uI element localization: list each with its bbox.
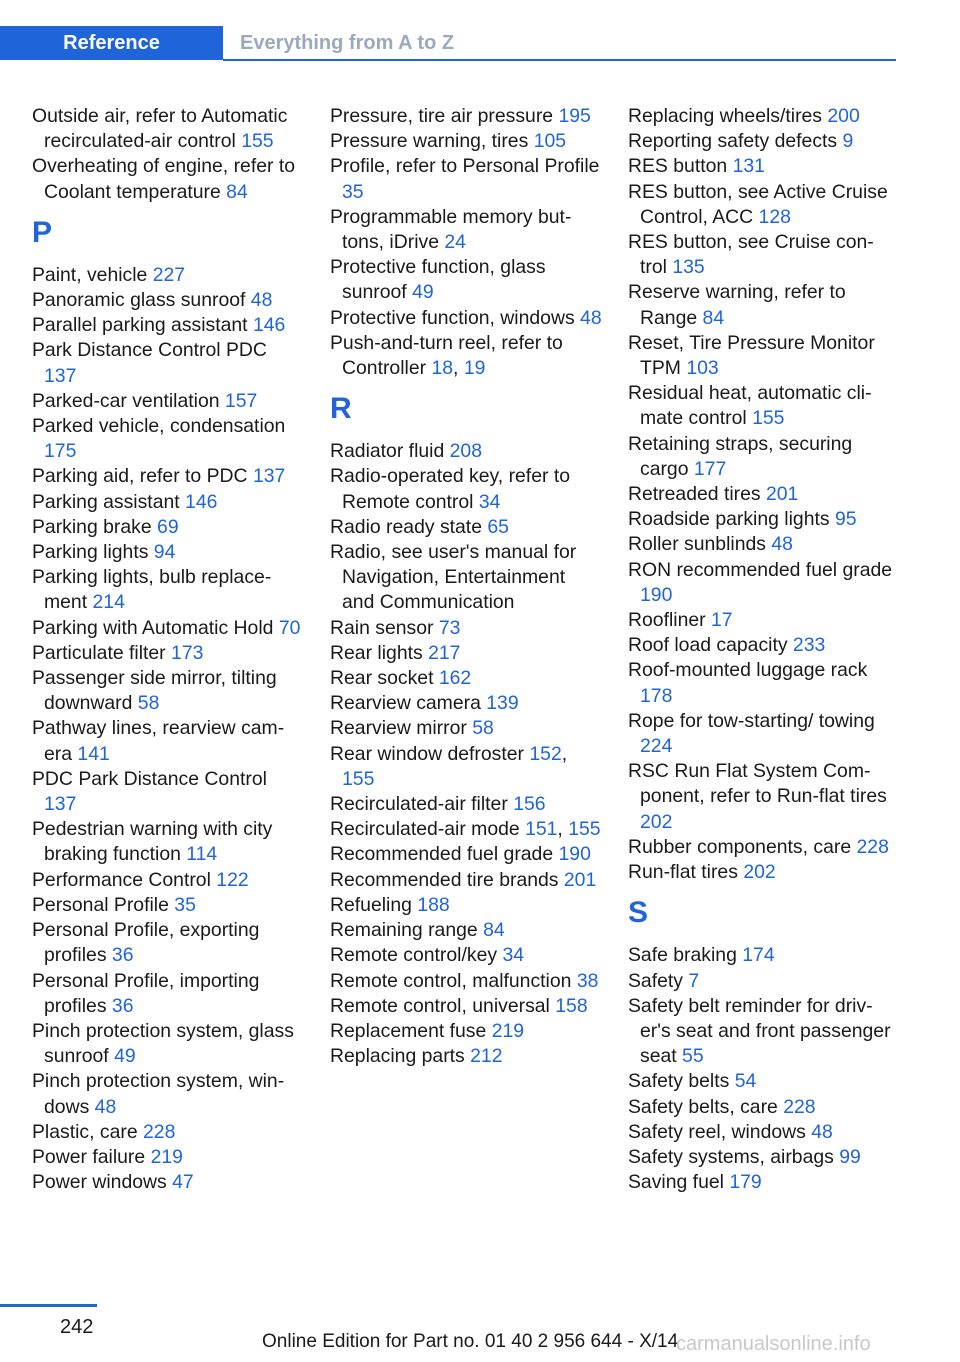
index-entry xyxy=(330,540,602,616)
index-entry xyxy=(628,759,894,835)
index-entry xyxy=(330,129,602,154)
index-entry xyxy=(330,641,602,666)
page-ref-link[interactable]: 175 xyxy=(44,440,77,463)
index-entry-text: Replacing wheels/tires xyxy=(628,105,828,127)
index-entry xyxy=(32,104,304,154)
index-entry-text: Reset, Tire Pressure Monitor TPM xyxy=(628,331,875,380)
page-ref-link[interactable]: 152 xyxy=(529,742,562,765)
index-entry-text: Parking brake xyxy=(32,515,158,538)
index-entry-text: Push-and-turn reel, refer to Controller xyxy=(330,331,563,380)
index-entry xyxy=(330,893,602,918)
page-ref-link[interactable]: 48 xyxy=(580,306,602,329)
page-ref-link[interactable]: 173 xyxy=(171,641,204,664)
index-entry-text: Roller sunblinds xyxy=(628,533,772,556)
index-entry xyxy=(330,154,602,204)
index-entry xyxy=(330,918,602,943)
index-entry xyxy=(628,1120,894,1145)
index-letter-heading: R xyxy=(330,392,352,426)
index-entry-text: Parking lights xyxy=(32,541,154,564)
index-entry-text: Parking with Automatic Hold xyxy=(32,616,279,639)
index-entry-text: RES button, see Active Cruise Control, ACC xyxy=(628,180,888,228)
index-entry xyxy=(628,943,894,968)
page-ref-link[interactable]: 200 xyxy=(827,105,860,127)
page-ref-link[interactable]: 69 xyxy=(157,515,179,538)
index-entry-text: Parallel parking assistant xyxy=(32,314,253,337)
page-ref-link[interactable]: 58 xyxy=(472,717,494,740)
page-ref-link[interactable]: 38 xyxy=(576,969,599,992)
index-entry-text: RES button, see Cruise control xyxy=(628,231,874,279)
index-entry-text: Safety belts, care xyxy=(628,1095,784,1118)
index-entry xyxy=(628,608,894,633)
index-entry-text: RES button xyxy=(628,155,733,178)
index-entry xyxy=(628,432,894,482)
index-entry-text: Rear lights xyxy=(330,641,429,664)
page-ref-link[interactable]: 35 xyxy=(342,180,364,203)
index-entry-text: Radiator fluid xyxy=(330,440,450,463)
index-letter-heading: P xyxy=(32,215,53,249)
index-entry-text: Residual heat, automatic climate control xyxy=(628,382,872,430)
index-entry xyxy=(628,230,894,280)
index-entry-text: Safety belt reminder for driver's seat and front passenger seat xyxy=(628,994,891,1068)
index-entry-text: Overheating of engine, refer to Coolant temperature xyxy=(32,155,296,203)
index-entry-text: Programmable memory buttons, iDrive xyxy=(330,205,572,254)
index-entry xyxy=(32,1019,304,1069)
page-ref-link[interactable]: 201 xyxy=(563,868,597,891)
page-ref-link[interactable]: 228 xyxy=(143,1120,176,1143)
index-entry xyxy=(32,641,304,666)
edition-text: Online Edition for Part no. 01 40 2 956 644 - X/14 xyxy=(262,1331,679,1352)
page-ref-link[interactable]: 84 xyxy=(483,919,505,942)
index-entry xyxy=(32,540,304,565)
index-entry xyxy=(330,616,602,641)
index-entry xyxy=(32,313,304,338)
index-entry-text: RSC Run Flat System Component, refer to Run-flat tires xyxy=(628,760,887,808)
index-entry xyxy=(628,482,894,507)
index-entry xyxy=(32,616,304,641)
page-ref-link[interactable]: 105 xyxy=(533,130,567,153)
footer-rule xyxy=(0,1304,97,1307)
index-entry xyxy=(330,515,602,540)
page-ref-link[interactable]: 19 xyxy=(463,357,486,380)
page-ref-link[interactable]: 155 xyxy=(568,818,601,841)
page-ref-link[interactable]: 190 xyxy=(640,583,673,606)
index-entry-text: Roadside parking lights xyxy=(628,508,835,531)
index-entry xyxy=(32,389,304,414)
page-ref-link[interactable]: 141 xyxy=(77,742,110,765)
index-entry xyxy=(330,1019,602,1044)
page-ref-link[interactable]: 188 xyxy=(417,893,450,916)
index-entry xyxy=(330,104,602,129)
page-ref-link[interactable]: 201 xyxy=(765,483,799,506)
index-entry-text: Refueling xyxy=(330,893,418,916)
page-ref-link[interactable]: 202 xyxy=(743,861,776,884)
page-number: 242 xyxy=(60,1316,94,1338)
index-entry-text: Plastic, care xyxy=(32,1120,143,1143)
index-entry xyxy=(330,691,602,716)
index-entry-text: RON recommended fuel grade xyxy=(628,558,893,581)
index-entry xyxy=(32,490,304,515)
index-column-1 xyxy=(32,104,304,1195)
page-ref-separator: , xyxy=(453,357,464,380)
index-entry-text: Paint, vehicle xyxy=(32,263,153,286)
index-entry-text: Profile, refer to Personal Profile xyxy=(330,155,600,178)
index-entry xyxy=(32,767,304,817)
index-entry xyxy=(330,943,602,968)
page-ref-link[interactable]: 224 xyxy=(640,735,673,758)
page-ref-link[interactable]: 151 xyxy=(525,818,558,841)
index-entry-text: Power failure xyxy=(32,1145,151,1168)
page-ref-link[interactable]: 219 xyxy=(491,1019,525,1042)
index-entry xyxy=(628,1145,894,1170)
page-ref-link[interactable]: 146 xyxy=(252,314,286,337)
index-entry-text: Safety systems, airbags xyxy=(628,1145,840,1168)
page-ref-link[interactable]: 128 xyxy=(758,205,791,228)
index-entry-text: Performance Control xyxy=(32,868,217,891)
index-entry xyxy=(330,742,602,792)
index-entry-text: Safety xyxy=(628,969,689,992)
index-entry-text: Retreaded tires xyxy=(628,483,766,506)
page-ref-link[interactable]: 17 xyxy=(711,609,733,632)
index-entry-text: Rearview mirror xyxy=(330,717,473,740)
index-entry xyxy=(32,918,304,968)
page-ref-link[interactable]: 47 xyxy=(172,1171,194,1194)
page-ref-link[interactable]: 48 xyxy=(811,1120,833,1143)
page-ref-link[interactable]: 36 xyxy=(111,944,134,967)
page-ref-separator: , xyxy=(561,742,568,765)
index-entry-text: Safety reel, windows xyxy=(628,1120,812,1143)
index-entry-text: Radio-operated key, refer to Remote control xyxy=(330,465,570,513)
page-ref-link[interactable]: 54 xyxy=(734,1070,757,1093)
index-entry-text: Power windows xyxy=(32,1171,173,1194)
index-column-2 xyxy=(330,104,602,1069)
page-ref-separator: , xyxy=(557,818,569,841)
page-ref-link[interactable]: 155 xyxy=(241,130,274,153)
page-ref-link[interactable]: 228 xyxy=(783,1095,816,1118)
page-ref-link[interactable]: 157 xyxy=(224,389,258,412)
page-ref-link[interactable]: 36 xyxy=(111,994,134,1017)
index-entry xyxy=(32,817,304,867)
index-entry xyxy=(32,154,304,204)
page-ref-link[interactable]: 103 xyxy=(686,357,719,380)
page-ref-link[interactable]: 135 xyxy=(672,256,705,279)
index-entry-text: Personal Profile, exporting profiles xyxy=(32,919,260,967)
page-ref-link[interactable]: 84 xyxy=(226,180,248,203)
page-ref-link[interactable]: 48 xyxy=(771,533,793,556)
index-entry-text: Saving fuel xyxy=(628,1171,730,1194)
index-entry xyxy=(628,1170,894,1195)
index-entry xyxy=(330,205,602,255)
index-column-3 xyxy=(628,104,894,1195)
index-entry-text: Rear socket xyxy=(330,667,439,690)
index-entry xyxy=(330,464,602,514)
index-entry xyxy=(32,1120,304,1145)
index-entry-text: Rubber components, care xyxy=(628,835,857,858)
index-entry-text: Passenger side mirror, tilting downward xyxy=(32,667,277,715)
index-entry-text: Safety belts xyxy=(628,1070,735,1093)
page-ref-link[interactable]: 70 xyxy=(278,616,301,639)
page-ref-link[interactable]: 137 xyxy=(44,364,77,387)
index-entry-text: PDC Park Distance Control xyxy=(32,767,267,790)
index-entry xyxy=(32,969,304,1019)
page-ref-link[interactable]: 214 xyxy=(92,591,125,614)
index-entry xyxy=(32,338,304,388)
page-ref-link[interactable]: 139 xyxy=(486,692,519,715)
page-ref-link[interactable]: 227 xyxy=(152,263,186,286)
index-entry-text: Pathway lines, rearview camera xyxy=(32,717,285,765)
index-entry xyxy=(330,994,602,1019)
index-entry xyxy=(330,306,602,331)
index-entry-text: Protective function, glass sunroof xyxy=(330,256,546,304)
header-subsection-title: Everything from A to Z xyxy=(240,31,455,54)
index-entry xyxy=(628,969,894,994)
index-entry-text: Roof-mounted luggage rack xyxy=(628,659,868,682)
index-entry xyxy=(330,817,602,842)
index-entry xyxy=(32,515,304,540)
index-entry-text: Particulate filter xyxy=(32,641,172,664)
index-entry xyxy=(32,464,304,489)
index-entry-text: Outside air, refer to Automatic recirculated-air control xyxy=(32,105,288,153)
index-entry xyxy=(628,1095,894,1120)
index-entry-text: Parking assistant xyxy=(32,490,186,513)
page-ref-link[interactable]: 24 xyxy=(444,231,466,254)
index-entry xyxy=(628,1069,894,1094)
page-ref-link[interactable]: 49 xyxy=(412,281,434,304)
index-entry-text: Radio ready state xyxy=(330,515,488,538)
index-entry-text: Recirculated-air filter xyxy=(330,793,514,816)
index-entry xyxy=(32,414,304,464)
index-entry xyxy=(628,104,894,129)
index-entry-text: Personal Profile xyxy=(32,893,175,916)
page-ref-link[interactable]: 9 xyxy=(842,130,854,153)
header-section-tab[interactable]: Reference xyxy=(0,26,223,60)
page-ref-link[interactable]: 174 xyxy=(742,944,775,967)
index-entry xyxy=(628,331,894,381)
page-ref-link[interactable]: 158 xyxy=(555,994,588,1017)
page-ref-link[interactable]: 99 xyxy=(839,1145,861,1168)
index-entry-text: Replacing parts xyxy=(330,1045,471,1068)
index-entry-text: Recirculated-air mode xyxy=(330,818,526,841)
index-entry xyxy=(32,716,304,766)
page-ref-link[interactable]: 195 xyxy=(558,105,591,127)
index-entry xyxy=(628,835,894,860)
page-ref-link[interactable]: 156 xyxy=(513,793,546,816)
index-entry xyxy=(628,180,894,230)
index-entry xyxy=(330,255,602,305)
index-entry xyxy=(628,381,894,431)
page-ref-link[interactable]: 122 xyxy=(216,868,249,891)
index-entry xyxy=(628,658,894,708)
page-ref-link[interactable]: 228 xyxy=(856,835,889,858)
page-ref-link[interactable]: 7 xyxy=(688,969,700,992)
index-entry-text: Recommended tire brands xyxy=(330,868,564,891)
page-ref-link[interactable]: 55 xyxy=(682,1045,704,1068)
watermark: carmanualsonline.info xyxy=(676,1333,871,1355)
index-entry xyxy=(628,558,894,608)
index-entry-text: Pressure warning, tires xyxy=(330,130,534,153)
index-entry-text: Retaining straps, securing cargo xyxy=(628,432,853,480)
page-ref-link[interactable]: 155 xyxy=(342,767,375,790)
index-entry xyxy=(330,969,602,994)
index-entry-text: Pinch protection system, windows xyxy=(32,1070,285,1118)
index-entry-text: Reserve warning, refer to Range xyxy=(628,281,846,329)
page-ref-link[interactable]: 217 xyxy=(428,641,461,664)
index-entry-text: Panoramic glass sunroof xyxy=(32,289,251,312)
page-ref-link[interactable]: 73 xyxy=(438,616,461,639)
index-entry xyxy=(330,868,602,893)
index-entry xyxy=(32,666,304,716)
index-entry-text: Remote control/key xyxy=(330,944,503,967)
index-entry-text: Replacement fuse xyxy=(330,1019,492,1042)
page-ref-link[interactable]: 34 xyxy=(502,944,525,967)
index-entry xyxy=(330,792,602,817)
index-entry xyxy=(628,507,894,532)
index-entry-text: Radio, see user's manual for Navigation, Entertainment and Communication xyxy=(330,541,577,614)
page-ref-link[interactable]: 179 xyxy=(729,1171,762,1194)
page-ref-link[interactable]: 146 xyxy=(185,490,218,513)
page-ref-link[interactable]: 48 xyxy=(250,289,273,312)
index-entry-text: Parked vehicle, condensation xyxy=(32,415,286,438)
index-entry-text: Safe braking xyxy=(628,944,743,967)
page-ref-link[interactable]: 48 xyxy=(94,1095,117,1118)
index-letter-heading: S xyxy=(628,896,649,930)
index-entry-text: Personal Profile, importing profiles xyxy=(32,969,260,1017)
index-entry xyxy=(330,666,602,691)
page-ref-link[interactable]: 84 xyxy=(702,306,725,329)
index-entry-text: Pressure, tire air pressure xyxy=(330,105,559,127)
index-entry-text: Parking aid, refer to PDC xyxy=(32,465,253,488)
index-entry xyxy=(32,1069,304,1119)
index-entry xyxy=(32,288,304,313)
index-entry-text: Run-flat tires xyxy=(628,861,744,884)
index-entry-text: Remote control, malfunction xyxy=(330,969,577,992)
index-entry xyxy=(32,1145,304,1170)
index-entry xyxy=(628,633,894,658)
index-entry xyxy=(330,842,602,867)
page-ref-link[interactable]: 58 xyxy=(137,692,160,715)
page-ref-link[interactable]: 131 xyxy=(732,155,765,178)
page-ref-link[interactable]: 35 xyxy=(174,893,196,916)
index-entry xyxy=(330,439,602,464)
page-ref-link[interactable]: 95 xyxy=(834,508,857,531)
index-entry xyxy=(628,532,894,557)
index-entry xyxy=(32,893,304,918)
index-entry-text: Pedestrian warning with city braking function xyxy=(32,818,273,866)
index-entry xyxy=(628,154,894,179)
index-entry xyxy=(628,709,894,759)
index-entry xyxy=(628,280,894,330)
header-rule xyxy=(223,59,896,61)
index-entry-text: Rain sensor xyxy=(330,616,439,639)
index-entry-text: Parked-car ventilation xyxy=(32,389,225,412)
page-ref-link[interactable]: 114 xyxy=(186,843,218,866)
page-ref-link[interactable]: 34 xyxy=(478,490,501,513)
index-entry xyxy=(32,263,304,288)
index-entry-text: Pinch protection system, glass sunroof xyxy=(32,1019,294,1068)
page-ref-link[interactable]: 18 xyxy=(431,357,454,380)
page-ref-link[interactable]: 94 xyxy=(153,541,176,564)
page-ref-link[interactable]: 202 xyxy=(640,810,673,833)
page-ref-link[interactable]: 208 xyxy=(449,440,482,463)
index-entry-text: Protective function, windows xyxy=(330,306,581,329)
index-entry-text: Remaining range xyxy=(330,919,484,942)
index-entry-text: Rear window defroster xyxy=(330,742,530,765)
index-entry-text: Roof load capacity xyxy=(628,634,793,657)
page-ref-link[interactable]: 65 xyxy=(487,515,509,538)
page-ref-link[interactable]: 49 xyxy=(114,1045,136,1068)
page-ref-link[interactable]: 178 xyxy=(640,684,673,707)
index-entry-text: Reporting safety defects xyxy=(628,130,843,153)
index-entry-text: Roofliner xyxy=(628,609,711,632)
page-ref-link[interactable]: 137 xyxy=(252,465,286,488)
page-ref-link[interactable]: 137 xyxy=(44,793,77,816)
index-entry-text: Park Distance Control PDC xyxy=(32,339,267,362)
index-entry xyxy=(330,716,602,741)
index-entry-text: Recommended fuel grade xyxy=(330,843,559,866)
page-ref-link[interactable]: 233 xyxy=(792,634,826,657)
index-entry-text: Parking lights, bulb replacement xyxy=(32,566,272,614)
page-ref-link[interactable]: 177 xyxy=(693,457,727,480)
index-entry xyxy=(628,994,894,1070)
index-entry xyxy=(628,129,894,154)
index-entry xyxy=(330,1044,602,1069)
index-entry-text: Rearview camera xyxy=(330,692,487,715)
index-entry-text: Rope for tow-starting/ towing xyxy=(628,709,875,732)
page-header xyxy=(0,26,896,62)
page-ref-link[interactable]: 162 xyxy=(438,667,472,690)
index-entry xyxy=(628,860,894,885)
page-ref-link[interactable]: 212 xyxy=(470,1045,503,1068)
page-ref-link[interactable]: 219 xyxy=(150,1145,183,1168)
index-entry xyxy=(330,331,602,381)
page-ref-link[interactable]: 190 xyxy=(558,843,591,866)
index-entry xyxy=(32,565,304,615)
page-ref-link[interactable]: 155 xyxy=(752,407,785,430)
index-entry xyxy=(32,868,304,893)
index-entry xyxy=(32,1170,304,1195)
index-entry-text: Remote control, universal xyxy=(330,994,556,1017)
